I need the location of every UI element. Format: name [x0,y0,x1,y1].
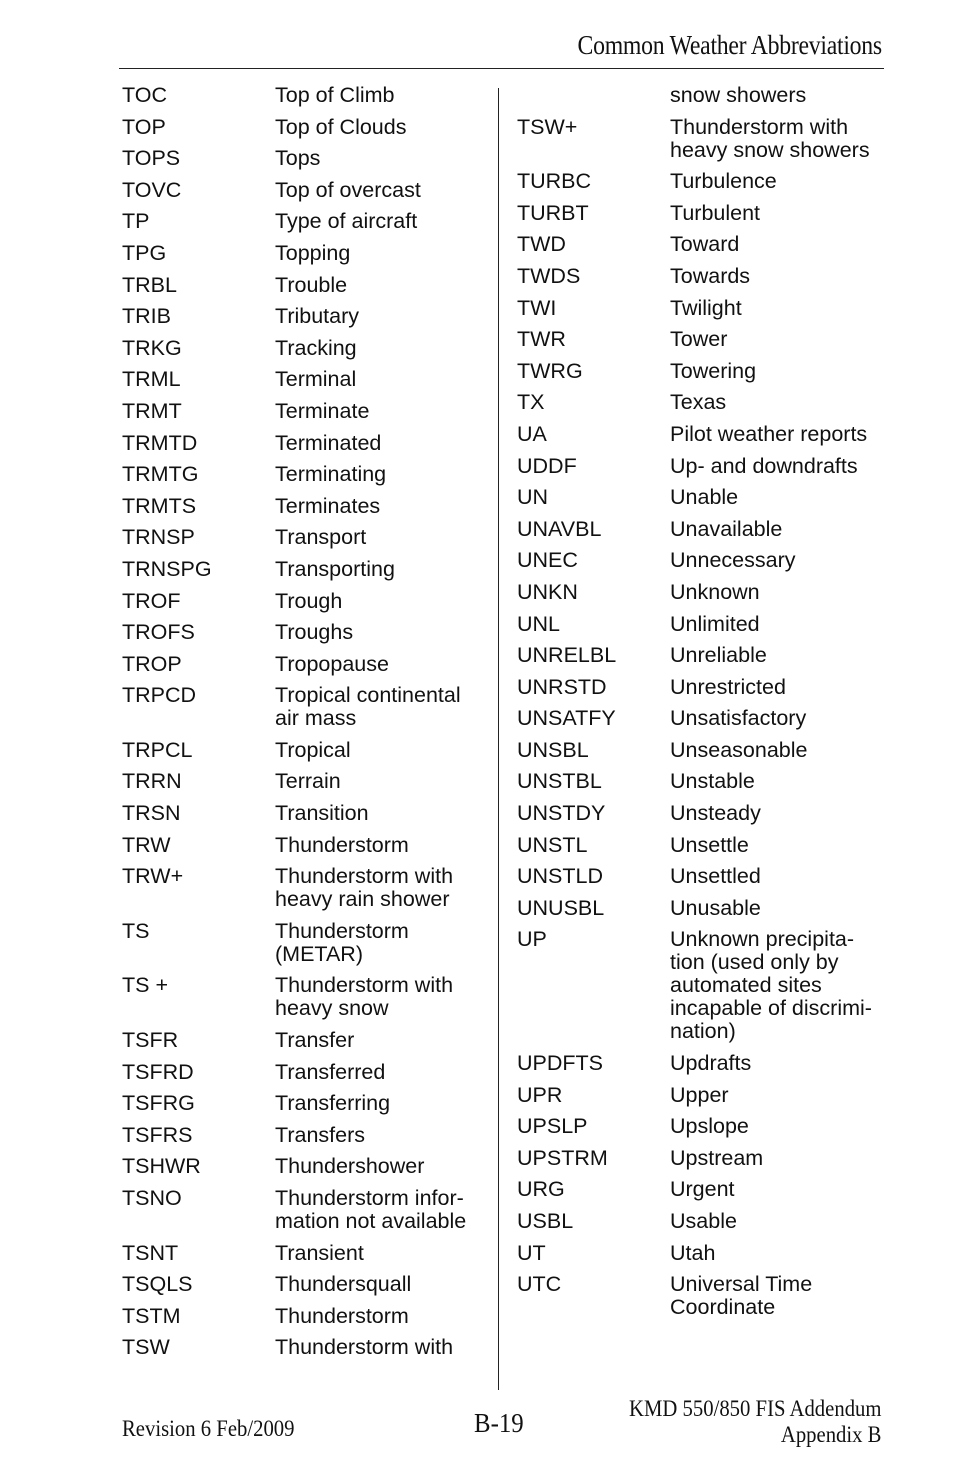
abbreviation-row [517,1178,897,1201]
abbreviation-row [517,739,897,762]
abbreviation-row [517,1115,897,1138]
footer-page-number: B-19 [474,1408,524,1438]
abbreviation-row [122,684,482,730]
abbreviation-code: UNUSBL [517,895,605,920]
abbreviation-code: UPR [517,1082,563,1107]
abbreviation-row [517,676,897,699]
abbreviation-code: UNSATFY [517,706,616,731]
abbreviation-code: TRPCD [122,683,197,708]
abbreviation-meaning: Toward [670,232,740,257]
abbreviation-code: TRNSP [122,525,195,550]
abbreviation-code: TURBT [517,200,589,225]
abbreviation-code: TWDS [517,263,581,288]
abbreviation-code: UPSLP [517,1114,588,1139]
abbreviation-row [122,179,482,202]
abbreviation-code: TSNT [122,1240,179,1265]
abbreviation-code: UNRELBL [517,643,617,668]
abbreviation-row [122,337,482,360]
abbreviation-row [122,463,482,486]
abbreviation-row [122,368,482,391]
right-abbreviation-column [517,84,897,1328]
abbreviation-code: TSW+ [517,114,578,139]
abbreviation-meaning: Towards [670,263,751,288]
abbreviation-meaning: Thunderstorm [275,832,409,857]
abbreviation-row [122,802,482,825]
abbreviation-code: TRML [122,367,181,392]
abbreviation-meaning: Terminating [275,462,387,487]
abbreviation-code: TROFS [122,620,195,645]
footer-revision: Revision 6 Feb/2009 [122,1416,295,1441]
abbreviation-meaning: Towering [670,358,757,383]
abbreviation-row [122,274,482,297]
abbreviation-row [517,360,897,383]
abbreviation-code: UNEC [517,548,578,573]
abbreviation-meaning: Transferred [275,1059,386,1084]
abbreviation-code: TX [517,390,545,415]
abbreviation-meaning: Upslope [670,1114,749,1139]
abbreviation-meaning: Thunderstorm with heavy snow [275,973,454,1021]
abbreviation-code: TSTM [122,1303,181,1328]
abbreviation-row [122,1124,482,1147]
abbreviation-code: TSQLS [122,1272,193,1297]
abbreviation-code: TPG [122,240,167,265]
abbreviation-row [122,305,482,328]
abbreviation-code: TROF [122,588,181,613]
abbreviation-code: TRMTD [122,430,198,455]
abbreviation-code: UTC [517,1272,562,1297]
abbreviation-meaning: Unsteady [670,801,761,826]
abbreviation-code: TWRG [517,358,583,383]
abbreviation-row [517,613,897,636]
abbreviation-meaning: Pilot weather reports [670,421,868,446]
abbreviation-meaning: Transporting [275,556,395,581]
abbreviation-code: TSHWR [122,1154,201,1179]
abbreviation-code: TSW [122,1335,170,1360]
abbreviation-code: TOPS [122,146,181,171]
abbreviation-row [122,495,482,518]
abbreviation-row [517,202,897,225]
abbreviation-row [517,265,897,288]
abbreviation-meaning: Thunderstorm (METAR) [275,918,409,966]
abbreviation-row [517,707,897,730]
abbreviation-meaning: Thunderstorm [275,1303,409,1328]
abbreviation-row [517,423,897,446]
abbreviation-row [122,558,482,581]
abbreviation-meaning: Unseasonable [670,737,808,762]
abbreviation-code: TSFR [122,1028,179,1053]
abbreviation-row [517,455,897,478]
abbreviation-code: TRNSPG [122,556,212,581]
abbreviation-meaning: Unsatisfactory [670,706,807,731]
abbreviation-row [122,526,482,549]
abbreviation-code: UA [517,421,547,446]
abbreviation-row [517,391,897,414]
abbreviation-meaning: Unavailable [670,516,783,541]
abbreviation-code: TS [122,918,150,943]
abbreviation-row [517,328,897,351]
abbreviation-row [517,233,897,256]
abbreviation-meaning: Unusable [670,895,761,920]
abbreviation-code: URG [517,1177,565,1202]
abbreviation-meaning: Trough [275,588,343,613]
abbreviation-meaning: Thunderstorm infor- mation not available [275,1186,467,1233]
abbreviation-row [517,928,897,1043]
abbreviation-row [517,644,897,667]
abbreviation-meaning: Upstream [670,1145,764,1170]
header-rule [119,68,884,69]
abbreviation-code: TRMTG [122,462,199,487]
abbreviation-meaning: Tributary [275,304,360,329]
abbreviation-row [122,1305,482,1328]
abbreviation-code: TRW+ [122,864,184,889]
abbreviation-meaning: Up- and downdrafts [670,453,858,478]
abbreviation-meaning: Tracking [275,335,357,360]
abbreviation-meaning: Transient [275,1240,364,1265]
abbreviation-meaning: Thunderstorm with heavy snow showers [670,114,870,162]
abbreviation-meaning: Unreliable [670,643,767,668]
abbreviation-meaning: Thunderstorm with heavy rain shower [275,864,454,912]
abbreviation-code: TRRN [122,769,182,794]
abbreviation-meaning: Twilight [670,295,742,320]
abbreviation-meaning: Updrafts [670,1051,752,1076]
abbreviation-row [122,432,482,455]
abbreviation-meaning: Unnecessary [670,548,796,573]
abbreviation-row [122,621,482,644]
abbreviation-row [122,1029,482,1052]
abbreviation-code: TROP [122,651,182,676]
abbreviation-meaning: Tropical continental air mass [275,683,461,731]
abbreviation-meaning: snow showers [670,83,807,107]
abbreviation-code: TWD [517,232,566,257]
abbreviation-meaning: Unknown precipita- tion (used only by automated sites incapable of discrimi- nation) [670,927,872,1044]
abbreviation-meaning: Tropical [275,737,351,762]
abbreviation-row [517,486,897,509]
abbreviation-meaning: Transfers [275,1122,365,1147]
abbreviation-code: TWI [517,295,557,320]
abbreviation-code: UDDF [517,453,577,478]
abbreviation-meaning: Terminal [275,367,357,392]
abbreviation-row [517,802,897,825]
abbreviation-code: TSNO [122,1186,182,1210]
abbreviation-meaning: Unstable [670,769,755,794]
abbreviation-meaning: Trouble [275,272,348,297]
abbreviation-code: UT [517,1240,546,1265]
abbreviation-meaning: Type of aircraft [275,209,418,234]
abbreviation-meaning: Unknown [670,579,760,604]
abbreviation-meaning: Top of Climb [275,83,395,107]
abbreviation-code: USBL [517,1209,574,1233]
abbreviation-row [122,1187,482,1233]
abbreviation-meaning: Unsettled [670,864,761,889]
abbreviation-meaning: Terrain [275,769,341,794]
abbreviation-meaning: Unlimited [670,611,760,636]
abbreviation-meaning: Turbulent [670,200,761,225]
abbreviation-row [122,739,482,762]
abbreviation-row [122,653,482,676]
abbreviation-row [122,400,482,423]
abbreviation-code: UNSTLD [517,864,604,889]
abbreviation-row [122,865,482,911]
abbreviation-row [122,834,482,857]
abbreviation-meaning: Thunderstorm with [275,1335,454,1360]
abbreviation-meaning: Transferring [275,1091,391,1116]
abbreviation-row [517,549,897,572]
abbreviation-meaning: Utah [670,1240,716,1265]
abbreviation-row [517,1052,897,1075]
abbreviation-code: UNSBL [517,737,589,762]
abbreviation-row [122,1336,482,1359]
abbreviation-code: TRSN [122,801,181,826]
abbreviation-meaning: Tops [275,146,321,171]
abbreviation-row [122,1061,482,1084]
abbreviation-row [517,116,897,162]
abbreviation-code: TURBC [517,169,592,194]
abbreviation-code: TOC [122,83,167,107]
abbreviation-code: TSFRD [122,1059,194,1084]
abbreviation-row [122,1092,482,1115]
abbreviation-code: UNL [517,611,561,636]
abbreviation-meaning: Topping [275,240,351,265]
abbreviation-row [122,242,482,265]
page-title: Common Weather Abbreviations [577,30,882,60]
abbreviation-row [517,897,897,920]
abbreviation-code: TRKG [122,335,182,360]
abbreviation-row [122,1155,482,1178]
abbreviation-row [122,116,482,139]
abbreviation-row [122,147,482,170]
abbreviation-meaning: Usable [670,1209,737,1233]
abbreviation-row [122,974,482,1020]
abbreviation-code: TP [122,209,150,234]
abbreviation-code: TRPCL [122,737,193,762]
abbreviation-row [517,1273,897,1319]
abbreviation-row [122,210,482,233]
abbreviation-row [122,920,482,966]
abbreviation-row [122,84,482,107]
abbreviation-meaning: Tropopause [275,651,389,676]
abbreviation-meaning: Top of overcast [275,177,421,202]
abbreviation-meaning: Terminate [275,398,370,423]
abbreviation-meaning: Tower [670,327,728,352]
column-divider [498,88,499,1390]
abbreviation-row [517,865,897,888]
abbreviation-meaning: Unrestricted [670,674,786,699]
abbreviation-row [517,770,897,793]
abbreviation-code: TWR [517,327,566,352]
abbreviation-code: TOVC [122,177,182,202]
abbreviation-code: TSFRG [122,1091,195,1116]
footer-doc-title: KMD 550/850 FIS Addendum [628,1396,881,1421]
abbreviation-row [517,1210,897,1233]
abbreviation-row [517,518,897,541]
abbreviation-code: UPSTRM [517,1145,608,1170]
footer-appendix: Appendix B [780,1422,881,1447]
abbreviation-row [122,770,482,793]
abbreviation-code: UNSTL [517,832,588,857]
abbreviation-code: TRBL [122,272,177,297]
abbreviation-code: TRIB [122,304,171,329]
abbreviation-meaning: Thundershower [275,1154,425,1179]
abbreviation-row [517,1242,897,1265]
abbreviation-code: TRMTS [122,493,197,518]
abbreviation-row [517,834,897,857]
abbreviation-meaning: Top of Clouds [275,114,407,139]
abbreviation-row [517,84,897,107]
abbreviation-meaning: Transfer [275,1028,355,1053]
abbreviation-row [517,581,897,604]
abbreviation-code: UNKN [517,579,578,604]
abbreviation-meaning: Transport [275,525,367,550]
abbreviation-code: TOP [122,114,166,139]
abbreviation-meaning: Terminates [275,493,381,518]
abbreviation-meaning: Universal Time Coordinate [670,1272,813,1320]
footer-document-info [629,1396,881,1448]
abbreviation-code: TSFRS [122,1122,193,1147]
abbreviation-row [122,1273,482,1296]
abbreviation-code: UNRSTD [517,674,607,699]
left-abbreviation-column [122,84,482,1368]
abbreviation-row [122,590,482,613]
abbreviation-meaning: Unsettle [670,832,749,857]
abbreviation-row [517,1147,897,1170]
abbreviation-meaning: Troughs [275,620,354,645]
abbreviation-code: UP [517,927,547,952]
abbreviation-code: UN [517,485,549,510]
abbreviation-code: UNAVBL [517,516,602,541]
abbreviation-row [517,170,897,193]
abbreviation-meaning: Unable [670,485,739,510]
abbreviation-meaning: Terminated [275,430,382,455]
abbreviation-meaning: Upper [670,1082,729,1107]
abbreviation-row [517,1084,897,1107]
abbreviation-code: TS + [122,973,169,998]
abbreviation-code: UNSTDY [517,801,606,826]
abbreviation-row [122,1242,482,1265]
abbreviation-code: TRW [122,832,171,857]
abbreviation-meaning: Urgent [670,1177,735,1202]
abbreviation-code: UNSTBL [517,769,602,794]
abbreviation-meaning: Transition [275,801,369,826]
abbreviation-code: TRMT [122,398,182,423]
abbreviation-meaning: Thundersquall [275,1272,412,1297]
abbreviation-meaning: Texas [670,390,727,415]
abbreviation-meaning: Turbulence [670,169,777,194]
abbreviation-row [517,297,897,320]
abbreviation-code: UPDFTS [517,1051,603,1076]
